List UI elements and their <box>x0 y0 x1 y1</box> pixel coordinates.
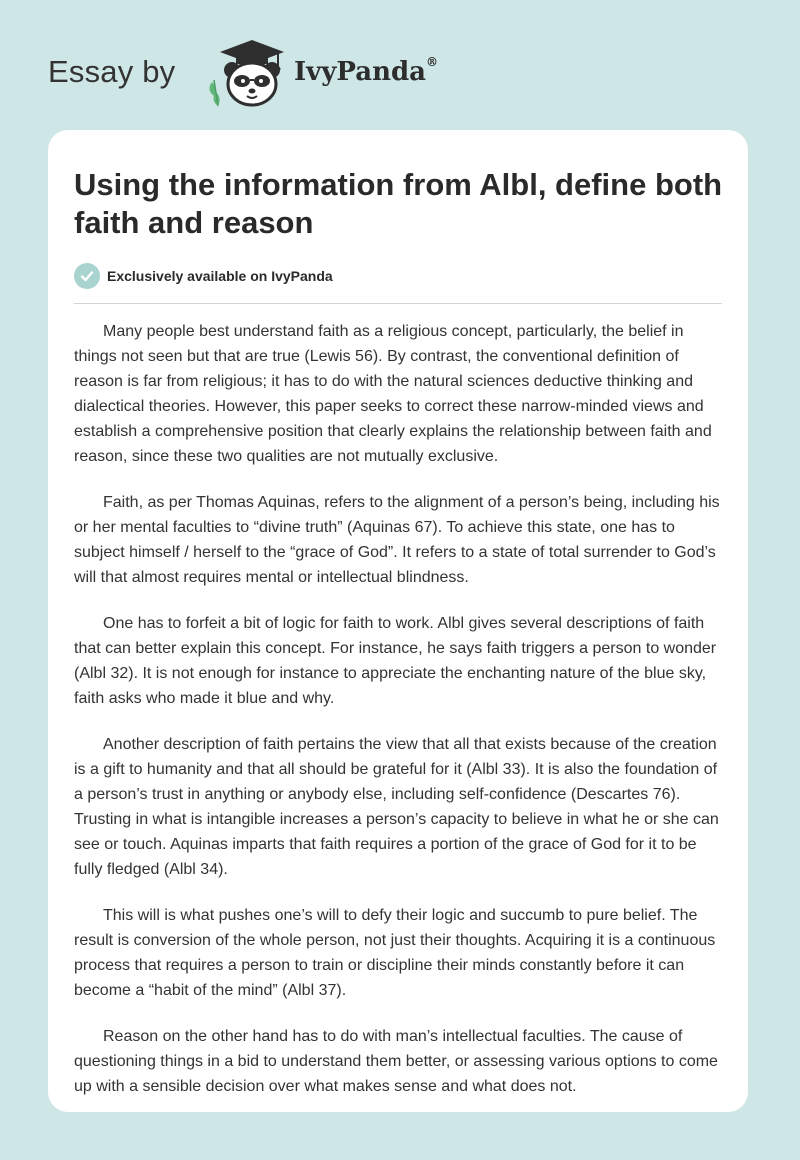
paragraph: Another description of faith pertains the view that all that exists because of the creation is a gift to humanity and that all should be grateful for it (Albl 33). It is also the foundation of a person’s trust in anything or anybody else, including self-confidence (Descartes 76). Trusting in what is intangible increases a person’s capacity to believe in what he or she can see or touch. Aquinas imparts that faith requires a portion of the grace of God for it to be fully fledged (Albl 34). <box>74 736 719 878</box>
paragraph: Reason on the other hand has to do with man’s intellectual faculties. The cause of questioning things in a bid to understand them better, or assessing various options to come up with a sensible decision over what makes sense and what does not. <box>74 1028 718 1095</box>
brand-name[interactable]: IvyPanda® <box>294 55 439 87</box>
site-header <box>48 38 508 108</box>
checkmark-icon <box>74 263 100 289</box>
exclusive-badge <box>74 263 333 289</box>
registered-mark: ® <box>426 55 439 69</box>
essay-title: Using the information from Albl, define both faith and reason <box>74 167 723 240</box>
paragraph: This will is what pushes one’s will to defy their logic and succumb to pure belief. The result is conversion of the whole person, not just their thoughts. Acquiring it is a continuous process that requires a person to train or discipline their minds constantly before it can become a “habit of the mind” (Albl 37). <box>74 907 716 999</box>
paragraph: Faith, as per Thomas Aquinas, refers to the alignment of a person’s being, including his or her mental faculties to “divine truth” (Aquinas 67). To achieve this state, one has to subject himself / herself to the “grace of God”. It refers to a state of total surrender to God’s will that almost requires mental or intellectual blindness. <box>74 494 720 586</box>
paragraph: Many people best understand faith as a religious concept, particularly, the belief in things not seen but that are true (Lewis 56). By contrast, the conventional definition of reason is far from religious; it has to do with the natural sciences deductive thinking and dialectical theories. However, this paper seeks to correct these narrow-minded views and establish a comprehensive position that clearly explains the relationship between faith and reason, since these two qualities are not mutually exclusive. <box>74 323 712 465</box>
title-divider <box>74 303 722 304</box>
essay-body <box>74 319 724 1120</box>
essay-card <box>48 130 748 1112</box>
essay-by-label: Essay by <box>48 54 176 89</box>
paragraph: One has to forfeit a bit of logic for faith to work. Albl gives several descriptions of faith that can better explain this concept. For instance, he says faith triggers a person to wonder (Albl 32). It is not enough for instance to appreciate the enchanting nature of the blue sky, faith asks who made it blue and why. <box>74 615 717 707</box>
panda-mascot-icon[interactable] <box>202 38 290 108</box>
badge-label: Exclusively available on IvyPanda <box>107 268 333 284</box>
